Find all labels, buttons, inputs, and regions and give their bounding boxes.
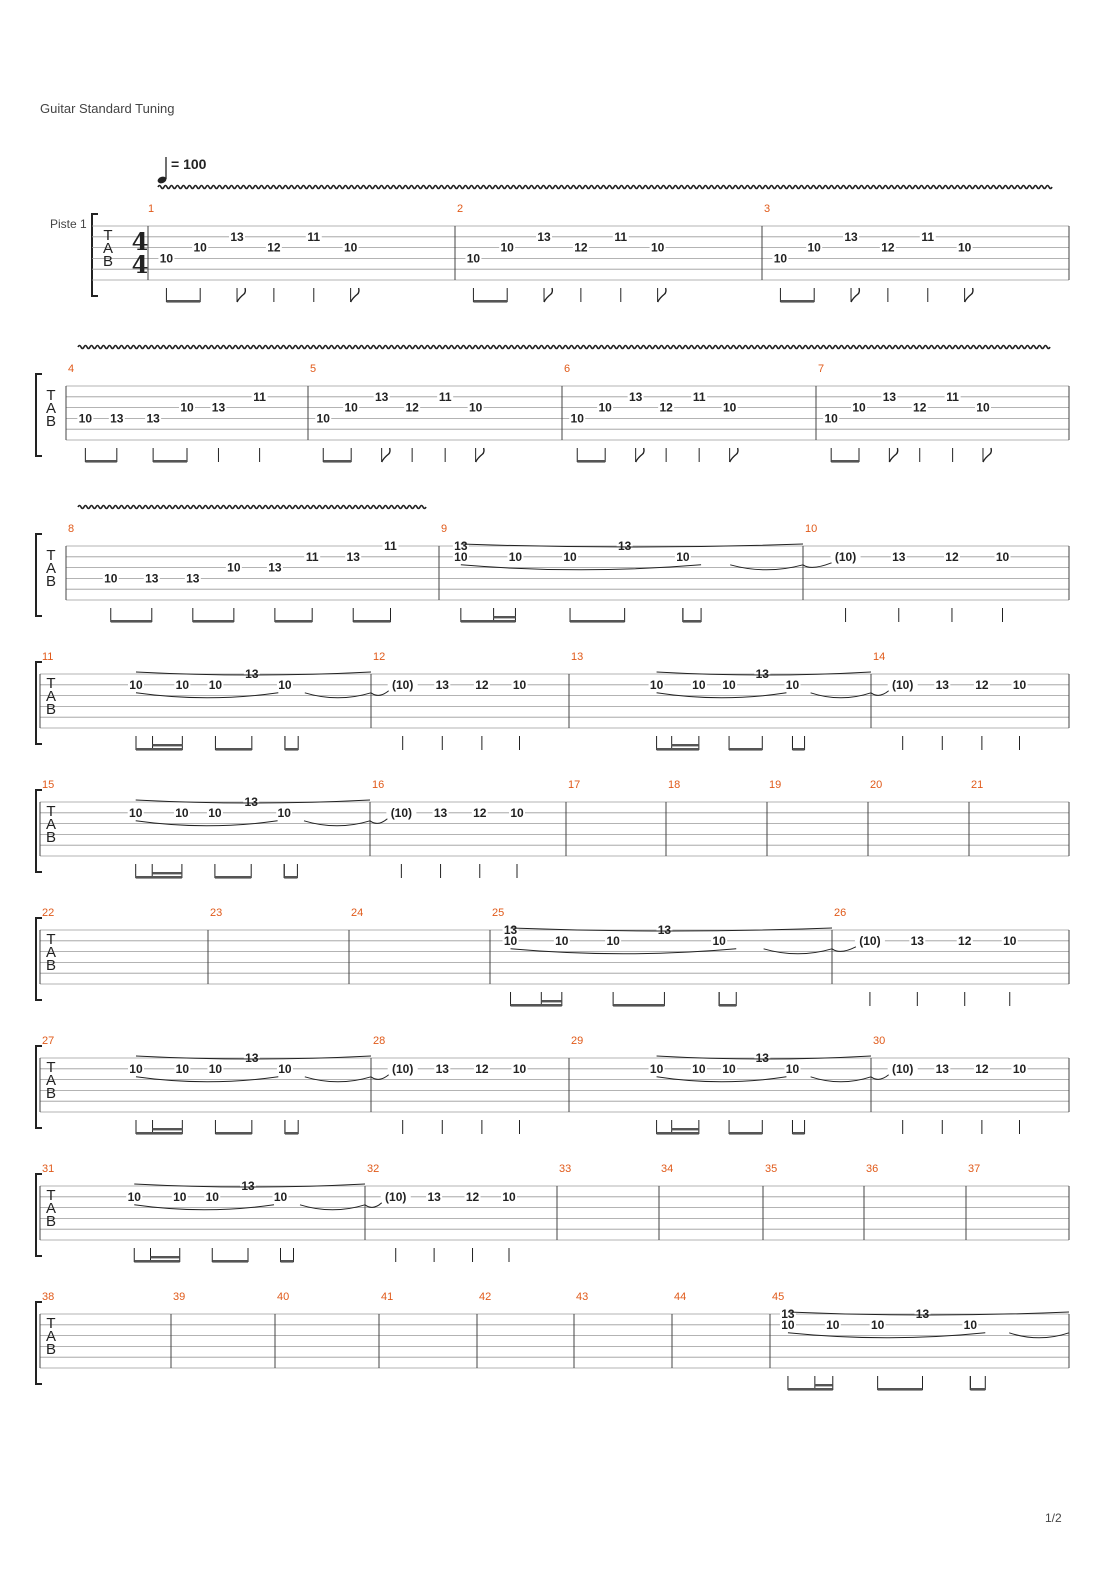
measure-number: 45 bbox=[772, 1291, 785, 1303]
tab-clef-letter: B bbox=[45, 829, 57, 846]
fret-number: 12 bbox=[659, 400, 673, 415]
fret-number: 10 bbox=[722, 400, 737, 415]
note-beam bbox=[970, 1388, 985, 1391]
fret-number: 10 bbox=[454, 549, 468, 564]
fret-number: 12 bbox=[945, 549, 959, 564]
tab-clef-letter: A bbox=[45, 688, 57, 705]
fret-number: 10 bbox=[512, 1061, 527, 1076]
fret-number: 10 bbox=[508, 549, 523, 564]
fret-number: 13 bbox=[657, 923, 672, 937]
fret-number: 10 bbox=[78, 411, 93, 426]
note-beam bbox=[657, 1132, 699, 1135]
fret-number: (10) bbox=[892, 1061, 914, 1076]
note-beam bbox=[511, 1004, 562, 1007]
note-flag bbox=[889, 448, 897, 462]
measure-number: 21 bbox=[971, 779, 984, 791]
measure-number: 28 bbox=[373, 1035, 386, 1047]
fret-number: 10 bbox=[606, 933, 620, 948]
measure-number: 41 bbox=[381, 1291, 394, 1303]
fret-number: 13 bbox=[755, 1051, 769, 1065]
fret-number: 10 bbox=[193, 240, 207, 255]
note-beam bbox=[134, 1260, 180, 1263]
vibrato-line bbox=[78, 346, 1050, 349]
tab-clef-letter: B bbox=[45, 1341, 57, 1358]
fret-number: 10 bbox=[175, 677, 190, 692]
staff-lines bbox=[40, 1314, 1069, 1368]
note-beam bbox=[815, 1384, 833, 1386]
fret-number: 10 bbox=[555, 933, 569, 948]
note-beam bbox=[657, 748, 699, 751]
note-beam bbox=[570, 620, 625, 623]
fret-number: 11 bbox=[692, 389, 706, 404]
measure-number: 5 bbox=[310, 363, 317, 375]
tab-clef-letter: T bbox=[46, 1059, 56, 1076]
fret-number: 10 bbox=[175, 1061, 190, 1076]
fret-number: 13 bbox=[268, 560, 282, 575]
note-beam bbox=[473, 300, 507, 303]
fret-number: 11 bbox=[307, 229, 321, 244]
measure-number: 6 bbox=[564, 363, 571, 375]
fret-number: 10 bbox=[870, 1317, 885, 1332]
measure-number: 29 bbox=[571, 1035, 584, 1047]
measure-number: 18 bbox=[668, 779, 681, 791]
vibrato-line bbox=[158, 186, 1052, 189]
measure bbox=[569, 391, 738, 463]
fret-number: 10 bbox=[510, 805, 524, 820]
fret-number: 10 bbox=[512, 677, 527, 692]
note-beam bbox=[577, 460, 605, 463]
note-beam bbox=[792, 1132, 804, 1135]
fret-number: 12 bbox=[574, 240, 588, 255]
note-flag bbox=[351, 288, 359, 302]
fret-number: 13 bbox=[537, 229, 551, 244]
measure-number: 17 bbox=[568, 779, 581, 791]
note-beam bbox=[878, 1388, 923, 1391]
fret-number: 13 bbox=[755, 667, 769, 681]
fret-number: 13 bbox=[245, 667, 259, 681]
fret-number: 13 bbox=[628, 389, 643, 404]
tie-arc bbox=[832, 947, 856, 952]
time-signature-top: 4 bbox=[131, 227, 149, 256]
measure-number: 24 bbox=[351, 907, 364, 919]
note-flag bbox=[237, 288, 245, 302]
fret-number: 10 bbox=[129, 1061, 143, 1076]
tab-clef-letter: B bbox=[45, 1213, 57, 1230]
fret-number: 10 bbox=[650, 240, 665, 255]
note-flag bbox=[965, 288, 973, 302]
fret-number: 10 bbox=[502, 1189, 516, 1204]
fret-number: 10 bbox=[278, 677, 292, 692]
note-beam bbox=[153, 744, 183, 746]
note-beam bbox=[719, 1004, 736, 1007]
fret-number: 10 bbox=[343, 240, 358, 255]
fret-number: 13 bbox=[244, 795, 258, 809]
measure-number: 34 bbox=[661, 1163, 674, 1175]
tab-clef-letter: T bbox=[103, 227, 113, 244]
measure-number: 19 bbox=[769, 779, 782, 791]
fret-number: 10 bbox=[468, 400, 483, 415]
note-beam bbox=[683, 620, 701, 623]
fret-number: 10 bbox=[129, 677, 143, 692]
measure-number: 12 bbox=[373, 651, 386, 663]
tab-clef-letter: B bbox=[45, 413, 57, 430]
track-name: Piste 1 bbox=[50, 217, 87, 231]
tab-clef-letter: B bbox=[102, 253, 114, 270]
fret-number: 12 bbox=[473, 805, 487, 820]
note-flag bbox=[851, 288, 859, 302]
fret-number: 12 bbox=[958, 933, 972, 948]
tie-arc bbox=[871, 1075, 889, 1080]
tab-clef-letter: T bbox=[46, 803, 56, 820]
tempo-value: = 100 bbox=[171, 156, 207, 172]
fret-number: 13 bbox=[892, 549, 906, 564]
fret-number: (10) bbox=[392, 677, 414, 692]
fret-number: 10 bbox=[1003, 933, 1017, 948]
measure-number: 9 bbox=[441, 523, 448, 535]
tie-arc bbox=[371, 691, 389, 696]
measure-number: 22 bbox=[42, 907, 55, 919]
measure-number: 44 bbox=[674, 1291, 687, 1303]
fret-number: 12 bbox=[913, 400, 927, 415]
fret-number: 12 bbox=[475, 1061, 489, 1076]
fret-number: (10) bbox=[859, 933, 881, 948]
note-beam bbox=[541, 1000, 562, 1002]
note-beam bbox=[780, 300, 814, 303]
note-beam bbox=[729, 1132, 762, 1135]
measure-number: 7 bbox=[818, 363, 825, 375]
fret-number: 13 bbox=[346, 549, 360, 564]
note-beam bbox=[494, 616, 516, 618]
note-beam bbox=[788, 1388, 833, 1391]
fret-number: 10 bbox=[1012, 1061, 1027, 1076]
tie-arc bbox=[371, 1075, 389, 1080]
note-flag bbox=[382, 448, 390, 462]
measure-number: 8 bbox=[68, 523, 75, 535]
fret-number: 13 bbox=[433, 805, 448, 820]
fret-number: 10 bbox=[500, 240, 514, 255]
system-bracket bbox=[36, 374, 42, 456]
measure-number: 14 bbox=[873, 651, 886, 663]
note-beam bbox=[215, 876, 251, 879]
fret-number: 11 bbox=[384, 539, 397, 553]
fret-number: (10) bbox=[892, 677, 914, 692]
fret-number: 10 bbox=[129, 805, 143, 820]
fret-number: 13 bbox=[435, 1061, 449, 1076]
fret-number: 10 bbox=[180, 400, 194, 415]
fret-number: 10 bbox=[175, 805, 189, 820]
fret-number: 10 bbox=[826, 1317, 840, 1332]
fret-number: 10 bbox=[316, 411, 330, 426]
fret-number: 10 bbox=[208, 1061, 223, 1076]
fret-number: 10 bbox=[852, 400, 866, 415]
fret-number: 10 bbox=[995, 549, 1010, 564]
note-beam bbox=[323, 460, 351, 463]
measure bbox=[315, 391, 484, 463]
fret-number: 13 bbox=[146, 411, 160, 426]
tab-clef-letter: A bbox=[45, 816, 57, 833]
note-beam bbox=[153, 460, 187, 463]
measure bbox=[823, 391, 991, 463]
measure-number: 32 bbox=[367, 1163, 380, 1175]
note-beam bbox=[111, 620, 152, 623]
fret-number: 10 bbox=[205, 1189, 219, 1204]
fret-number: 10 bbox=[227, 560, 241, 575]
measure-number: 2 bbox=[457, 203, 464, 215]
measure-number: 27 bbox=[42, 1035, 55, 1047]
fret-number: 10 bbox=[692, 677, 706, 692]
note-flag bbox=[636, 448, 644, 462]
vibrato-line bbox=[78, 506, 426, 509]
measure bbox=[158, 231, 359, 303]
fret-number: 11 bbox=[614, 229, 628, 244]
note-beam bbox=[151, 1256, 180, 1258]
fret-number: 11 bbox=[253, 389, 266, 404]
tab-system bbox=[36, 1046, 1069, 1135]
fret-number: 10 bbox=[104, 571, 118, 586]
fret-number: 13 bbox=[935, 1061, 949, 1076]
fret-number: 13 bbox=[241, 1179, 255, 1193]
fret-number: 13 bbox=[245, 1051, 259, 1065]
tab-system bbox=[36, 662, 1069, 751]
fret-number: 13 bbox=[617, 539, 632, 553]
note-beam bbox=[215, 748, 251, 751]
tuning-label: Guitar Standard Tuning bbox=[40, 101, 175, 116]
note-beam bbox=[152, 872, 182, 874]
fret-number: 12 bbox=[475, 677, 489, 692]
tie-arc bbox=[365, 1203, 382, 1208]
fret-number: 12 bbox=[267, 240, 281, 255]
tab-clef-letter: B bbox=[45, 573, 57, 590]
tie-arc bbox=[803, 563, 832, 568]
note-beam bbox=[212, 1260, 248, 1263]
fret-number: 10 bbox=[649, 677, 664, 692]
fret-number: (10) bbox=[392, 1061, 414, 1076]
fret-number: 10 bbox=[273, 1189, 288, 1204]
measure-number: 40 bbox=[277, 1291, 290, 1303]
measure-number: 36 bbox=[866, 1163, 879, 1175]
note-beam bbox=[215, 1132, 251, 1135]
measure-number: 26 bbox=[834, 907, 847, 919]
fret-number: 10 bbox=[570, 411, 584, 426]
fret-number: 13 bbox=[910, 933, 924, 948]
note-beam bbox=[136, 1132, 182, 1135]
fret-number: 10 bbox=[159, 251, 174, 266]
measure-number: 42 bbox=[479, 1291, 492, 1303]
fret-number: 10 bbox=[466, 251, 481, 266]
fret-number: 13 bbox=[935, 677, 949, 692]
measure-number: 15 bbox=[42, 779, 55, 791]
tie-arc bbox=[871, 691, 889, 696]
measure-number: 35 bbox=[765, 1163, 778, 1175]
fret-number: 12 bbox=[975, 1061, 989, 1076]
measure-number: 11 bbox=[42, 651, 54, 663]
note-flag bbox=[983, 448, 991, 462]
fret-number: 13 bbox=[110, 411, 124, 426]
fret-number: 13 bbox=[374, 389, 389, 404]
fret-number: 10 bbox=[773, 251, 788, 266]
fret-number: 10 bbox=[807, 240, 821, 255]
note-beam bbox=[285, 1132, 298, 1135]
note-flag bbox=[730, 448, 738, 462]
fret-number: 13 bbox=[915, 1307, 930, 1321]
tab-clef-letter: B bbox=[45, 701, 57, 718]
tab-system bbox=[36, 506, 1069, 623]
measure-number: 10 bbox=[805, 523, 818, 535]
fret-number: 13 bbox=[186, 571, 200, 586]
measure-number: 4 bbox=[68, 363, 75, 375]
fret-number: 10 bbox=[563, 549, 577, 564]
fret-number: 10 bbox=[208, 677, 223, 692]
measure-number: 33 bbox=[559, 1163, 572, 1175]
tab-clef-letter: A bbox=[102, 240, 114, 257]
fret-number: 13 bbox=[882, 389, 897, 404]
tab-clef-letter: T bbox=[46, 931, 56, 948]
note-flag bbox=[544, 288, 552, 302]
note-beam bbox=[672, 1128, 699, 1130]
fret-number: 10 bbox=[963, 1317, 978, 1332]
fret-number: 10 bbox=[976, 400, 990, 415]
fret-number: 13 bbox=[781, 1307, 795, 1321]
fret-number: 10 bbox=[957, 240, 972, 255]
fret-number: 10 bbox=[1012, 677, 1027, 692]
page-number: 1/2 bbox=[1045, 1511, 1062, 1525]
fret-number: 10 bbox=[722, 677, 736, 692]
tab-clef-letter: A bbox=[45, 1200, 57, 1217]
staff-lines bbox=[40, 1186, 1069, 1240]
fret-number: 12 bbox=[881, 240, 895, 255]
time-signature-bottom: 4 bbox=[131, 250, 149, 279]
fret-number: 10 bbox=[344, 400, 358, 415]
fret-number: 12 bbox=[405, 400, 419, 415]
note-beam bbox=[284, 876, 297, 879]
measure bbox=[77, 391, 267, 463]
tab-clef-letter: A bbox=[45, 944, 57, 961]
fret-number: 10 bbox=[785, 677, 800, 692]
tab-clef-letter: T bbox=[46, 1315, 56, 1332]
measure-number: 16 bbox=[372, 779, 385, 791]
tab-clef-letter: A bbox=[45, 560, 57, 577]
fret-number: 10 bbox=[785, 1061, 800, 1076]
note-beam bbox=[281, 1260, 294, 1263]
note-beam bbox=[285, 748, 298, 751]
fret-number: 10 bbox=[127, 1189, 141, 1204]
note-beam bbox=[792, 748, 804, 751]
note-flag bbox=[476, 448, 484, 462]
tab-clef-letter: B bbox=[45, 957, 57, 974]
note-beam bbox=[353, 620, 390, 623]
staff-lines bbox=[40, 802, 1069, 856]
fret-number: 13 bbox=[211, 400, 226, 415]
fret-number: 10 bbox=[598, 400, 612, 415]
fret-number: 10 bbox=[824, 411, 838, 426]
fret-number: 10 bbox=[208, 805, 222, 820]
fret-number: 11 bbox=[921, 229, 935, 244]
tab-system bbox=[36, 918, 1069, 1007]
measure-number: 39 bbox=[173, 1291, 186, 1303]
fret-number: 11 bbox=[305, 549, 319, 564]
fret-number: 10 bbox=[692, 1061, 706, 1076]
tab-system bbox=[36, 790, 1069, 879]
measure-number: 1 bbox=[148, 203, 155, 215]
tab-system bbox=[36, 1174, 1069, 1263]
note-beam bbox=[85, 460, 116, 463]
measure-number: 31 bbox=[42, 1163, 55, 1175]
tab-clef-letter: T bbox=[46, 547, 56, 564]
note-beam bbox=[613, 1004, 664, 1007]
note-beam bbox=[831, 460, 859, 463]
fret-number: 13 bbox=[503, 923, 518, 937]
fret-number: 11 bbox=[946, 389, 959, 404]
tab-clef-letter: T bbox=[46, 675, 56, 692]
fret-number: 13 bbox=[454, 539, 468, 553]
note-beam bbox=[461, 620, 516, 623]
fret-number: 12 bbox=[465, 1189, 480, 1204]
measure-number: 23 bbox=[210, 907, 223, 919]
fret-number: 10 bbox=[676, 549, 690, 564]
fret-number: 13 bbox=[435, 677, 449, 692]
measure-number: 38 bbox=[42, 1291, 55, 1303]
fret-number: 10 bbox=[173, 1189, 187, 1204]
measure bbox=[772, 231, 973, 303]
fret-number: 13 bbox=[145, 571, 159, 586]
tab-clef-letter: A bbox=[45, 1328, 57, 1345]
fret-number: 12 bbox=[975, 677, 989, 692]
measure bbox=[465, 231, 666, 303]
measure-number: 43 bbox=[576, 1291, 589, 1303]
tab-clef-letter: T bbox=[46, 387, 56, 404]
tab-clef-letter: T bbox=[46, 1187, 56, 1204]
fret-number: 10 bbox=[503, 933, 518, 948]
fret-number: 10 bbox=[278, 1061, 292, 1076]
note-beam bbox=[153, 1128, 183, 1130]
fret-number: (10) bbox=[390, 805, 413, 820]
note-beam bbox=[729, 748, 762, 751]
fret-number: 10 bbox=[712, 933, 726, 948]
tab-clef-letter: B bbox=[45, 1085, 57, 1102]
note-flag bbox=[658, 288, 666, 302]
note-beam bbox=[136, 748, 182, 751]
note-beam bbox=[136, 876, 182, 879]
note-beam bbox=[672, 744, 699, 746]
measure-number: 3 bbox=[764, 203, 771, 215]
fret-number: 10 bbox=[781, 1317, 795, 1332]
tab-clef-letter: A bbox=[45, 1072, 57, 1089]
measure-number: 13 bbox=[571, 651, 584, 663]
fret-number: 13 bbox=[230, 229, 244, 244]
tie-arc bbox=[370, 819, 387, 824]
measure-number: 25 bbox=[492, 907, 505, 919]
note-beam bbox=[166, 300, 200, 303]
measure-number: 37 bbox=[968, 1163, 981, 1175]
fret-number: 13 bbox=[844, 229, 858, 244]
fret-number: (10) bbox=[834, 549, 857, 564]
note-beam bbox=[193, 620, 234, 623]
fret-number: 13 bbox=[427, 1189, 441, 1204]
measure-number: 20 bbox=[870, 779, 883, 791]
fret-number: 10 bbox=[649, 1061, 664, 1076]
fret-number: 10 bbox=[722, 1061, 736, 1076]
fret-number: 11 bbox=[438, 389, 452, 404]
fret-number: (10) bbox=[385, 1189, 407, 1204]
system-bracket bbox=[36, 534, 42, 616]
tab-clef-letter: A bbox=[45, 400, 57, 417]
measure-number: 30 bbox=[873, 1035, 886, 1047]
tab-system bbox=[36, 1302, 1069, 1391]
note-beam bbox=[275, 620, 312, 623]
fret-number: 10 bbox=[277, 805, 291, 820]
